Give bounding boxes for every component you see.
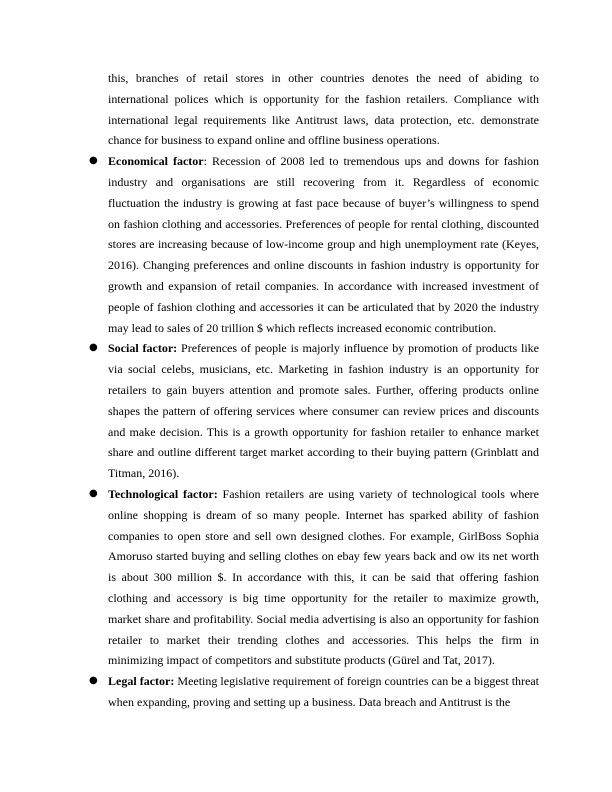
social-factor-term: Social factor: [108, 341, 178, 356]
bullet-icon: ● [89, 342, 98, 354]
bullet-icon: ● [89, 155, 98, 167]
bullet-icon: ● [89, 487, 98, 499]
technological-factor-term: Technological factor: [108, 486, 218, 501]
document-body [89, 68, 540, 713]
bullet-icon: ● [89, 675, 98, 687]
social-factor-text: Preferences of people is majorly influence by promotion of products like via social celebs, musicians, etc. Marketing in fashion industry is an opportunity for retailers to gain buyers attention and promote sales. Further, offering products online shapes the pattern of offering services where consumer can review prices and discounts and make decision. This is a growth opportunity for fashion retailer to enhance market share and outline different target market according to their buying pattern (Grinblatt and Titman, 2016). [108, 341, 539, 481]
economical-factor-term: Economical factor [108, 154, 204, 169]
economical-factor-separator: : [203, 154, 207, 169]
bullet-legal-factor [89, 671, 540, 713]
legal-factor-term: Legal factor: [108, 674, 175, 689]
intro-paragraph: this, branches of retail stores in other countries denotes the need of abiding to international polices which is opportunity for the fashion retailers. Compliance with international legal requirements like Antitrust laws, data protection, etc. demonstrate chance for business to expand online and offline business operations. [108, 71, 539, 148]
economical-factor-text: Recession of 2008 led to tremendous ups and downs for fashion industry and organisations are still recovering from it. Regardless of economic fluctuation the industry is growing at fast pace because of buyer’s willingness to spend on fashion clothing and accessories. Preferences of people for rental clothing, discounted stores are increasing because of low-income group and high unemployment rate (Keyes, 2016). Changing preferences and online discounts in fashion industry is opportunity for growth and expansion of retail companies. In accordance with increased investment of people of fashion clothing and accessories it can be articulated that by 2020 the industry may lead to sales of 20 trillion $ which reflects increased economic contribution. [108, 154, 539, 335]
technological-factor-text: Fashion retailers are using variety of technological tools where online shopping is dream of so many people. Internet has sparked ability of fashion companies to open store and sell own designed clothes. For example, GirlBoss Sophia Amoruso started buying and selling clothes on ebay few years back and ow its net worth is about 300 million $. In accordance with this, it can be said that offering fashion clothing and accessory is big time opportunity for the retailer to maximize growth, market share and profitability. Social media advertising is also an opportunity for fashion retailer to market their trending clothes and accessories. This helps the firm in minimizing impact of competitors and substitute products (Gürel and Tat, 2017). [108, 486, 540, 668]
bullet-economical-factor [89, 151, 539, 338]
bullet-social-factor [89, 338, 539, 484]
bullet-technological-factor [89, 484, 540, 671]
legal-factor-text: Meeting legislative requirement of foreign countries can be a biggest threat when expanding, proving and setting up a business. Data breach and Antitrust is the [108, 674, 540, 709]
